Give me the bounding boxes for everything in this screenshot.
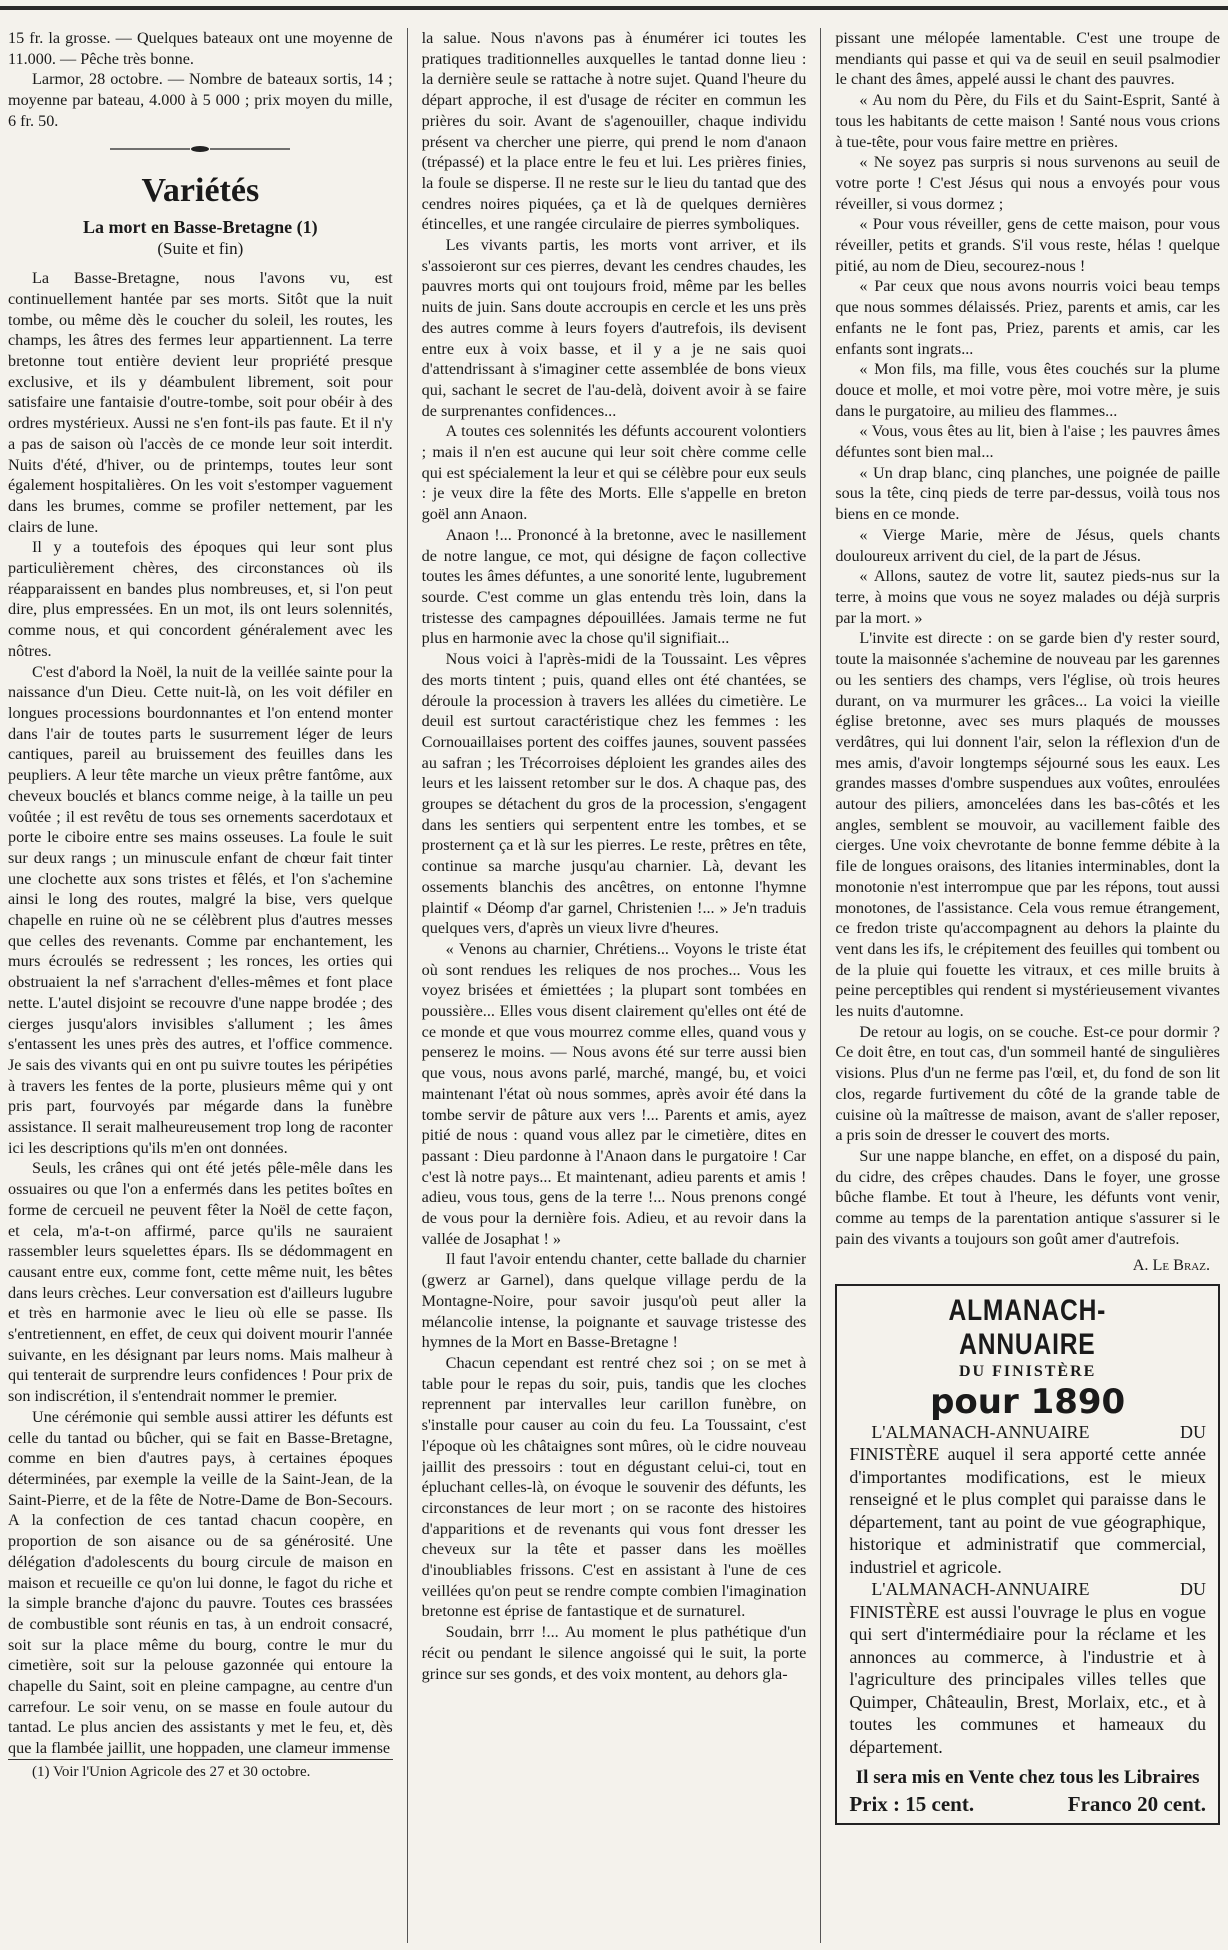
footnote: (1) Voir l'Union Agricole des 27 et 30 octobre. <box>8 1759 393 1783</box>
ad-paragraph: L'ALMANACH-ANNUAIRE DU FINISTÈRE auquel il sera apporté cette année d'importantes modifications, est le mieux renseigné et le plus complet qui paraisse dans le département, tant au point de vue géographique, historique et administratif que commercial, industriel et agricole. <box>849 1421 1206 1577</box>
newspaper-page <box>8 28 1220 1943</box>
column-divider <box>407 28 408 1943</box>
ad-title: ALMANACH-ANNUAIRE <box>948 1294 1107 1362</box>
article-subtitle: (Suite et fin) <box>157 239 244 259</box>
article-paragraph: « Vous, vous êtes au lit, bien à l'aise ; les pauvres âmes défuntes sont bien mal... <box>835 422 1220 462</box>
article-title: La mort en Basse-Bretagne (1) <box>83 217 318 238</box>
article-paragraph: Les vivants partis, les morts vont arriver, et ils s'assoieront sur ces pierres, devant les cendres chaudes, les pauvres morts qui ont toujours froid, même par les belles nuits de juin. Sans doute accroupis en cercle et les uns près des autres comme à leurs foyers d'autrefois, ils devisent entre eux à voix basse, et il y a je ne sais quoi d'attendrissant à s'imaginer cette assemblée de bons vieux qui, sachant le secret de l'au-delà, doivent avoir à se faire de surprenantes confidences... <box>421 236 807 420</box>
author-signature: A. Le Braz. <box>1132 1256 1210 1275</box>
article-paragraph: « Par ceux que nous avons nourris voici beau temps que nous sommes délaissés. Priez, parents et amis, car les enfants ne le font pas, Priez, parents et amis, car les enfants sont ingrats... <box>835 277 1220 358</box>
article-paragraph: Chacun cependant est rentré chez soi ; on se met à table pour le repas du soir, puis, tandis que les cloches reprennent par intervalles leur carillon funèbre, on s'installe pour causer au coin du feu. La Toussaint, c'est l'époque où les châtaignes sont mûres, où le cidre nouveau jaillit des pressoirs : tout en dégustant celui-ci, tout en épluchant celles-là, on évoque le souvenir des défunts, les circonstances de leur mort ; on se raconte des histoires d'apparitions et de revenants qui vous font dresser les cheveux sur la tête et passer dans les moëlles d'inoubliables frissons. C'est en assistant à l'une de ces veillées qu'on peut se rendre compte combien l'imagination bretonne est éprise de fantastique et de surnaturel. <box>421 1354 807 1621</box>
article-paragraph: Seuls, les crânes qui ont été jetés pêle-mêle dans les ossuaires ou que l'on a enfermés dans les petites boîtes en forme de cercueil ne peuvent fêter la Noël de cette façon, et cela, m'a-t-on affirmé, parce qu'ils ne sauraient rassembler leurs squelettes épars. Ils se dédommagent en causant entre eux, comme font, cette même nuit, les bêtes dans leurs crèches. Leur conversation est d'ailleurs lugubre et très en harmonie avec le lieu où elle se passe. Ils s'entretiennent, en effet, de ceux qui doivent mourir l'année suivante, en les désignant par leurs noms. Mais malheur à qui tenterait de surprendre leurs confidences ! Pour prix de son indiscrétion, il s'entendrait nommer le premier. <box>8 1159 393 1406</box>
article-paragraph: pissant une mélopée lamentable. C'est une troupe de mendiants qui passe et qui va de seuil en seuil psalmodier le chant des âmes, appelé aussi le chant des pauvres. <box>835 29 1220 89</box>
article-paragraph: Nous voici à l'après-midi de la Toussaint. Les vêpres des morts tintent ; puis, quand elles ont été chantées, se déroule la procession à travers les allées du cimetière. Le deuil est surtout caractéristique chez les femmes : les Cornouaillaises portent des coiffes jaunes, souvent passées au safran ; les Trécorroises déploient les grandes ailes des leurs et les laissent retomber sur le dos. A chaque pas, des groupes se détachent du gros de la procession, s'engagent dans les sentiers qui serpentent entre les tombes, et se prosternent ça et là sur les pierres. Le reste, prêtres en tête, continue sa marche jusqu'au charnier. Là, devant les ossements blanchis des ancêtres, on entonne l'hymne plaintif « Déomp d'ar garnel, Christenien !... » Je'n traduis quelques vers, d'après un vieux livre d'heures. <box>421 650 807 938</box>
article-paragraph: « Ne soyez pas surpris si nous survenons au seuil de votre porte ! C'est Jésus qui nous a envoyés pour vous réveiller, si vous dormez ; <box>835 153 1220 213</box>
top-rule <box>0 6 1228 10</box>
article-paragraph: « Mon fils, ma fille, vous êtes couchés sur la plume douce et molle, et moi votre père, moi votre mère, je suis dans le purgatoire, au milieu des flammes... <box>835 360 1220 420</box>
article-paragraph: « Allons, sautez de votre lit, sautez pieds-nus sur la terre, à moins que vous ne soyez malades ou déjà surpris par la mort. » <box>835 567 1220 627</box>
article-paragraph: « Pour vous réveiller, gens de cette maison, pour vous réveiller, petits et grands. S'il vous reste, hélas ! quelque pitié, au nom de Dieu, secourez-nous ! <box>835 215 1220 275</box>
fishing-report-2: Larmor, 28 octobre. — Nombre de bateaux sortis, 14 ; moyenne par bateau, 4.000 à 5 000 ; prix moyen du mille, 6 fr. 50. <box>8 70 393 130</box>
article-paragraph: « Vierge Marie, mère de Jésus, quels chants douloureux arrivent du ciel, de la part de Jésus. <box>835 525 1220 565</box>
column-divider <box>820 28 821 1943</box>
article-paragraph: A toutes ces solennités les défunts accourent volontiers ; mais il n'en est aucune qui leur soit chère comme celle qui est spécialement la leur et qui se célèbre pour eux seuls : je veux dire la fête des Morts. Elle s'appelle en breton goël ann Anaon. <box>421 422 807 524</box>
article-paragraph: Anaon !... Prononcé à la bretonne, avec le nasillement de notre langue, ce mot, qui désigne de façon collective toutes les âmes défuntes, a une sonorité lente, lugubrement sourde. C'est comme un glas entendu très loin, dans la tristesse des campagnes dépouillées. Jamais terme ne fut plus en harmonie avec la chose qu'il signifiait... <box>421 525 807 648</box>
almanach-advertisement <box>835 1284 1220 1825</box>
article-paragraph: La Basse-Bretagne, nous l'avons vu, est continuellement hantée par ses morts. Sitôt que la nuit tombe, ou même dès le coucher du soleil, les routes, les champs, les âtres des fermes leur appartiennent. La terre bretonne tout entière devient leur propriété presque exclusive, et ils y déambulent librement, soit pour satisfaire une fantaisie d'outre-tombe, soit pour obéir à des ordres mystérieux. Aussi ne s'en font-ils pas faute. Et il n'y a pas de saison où l'accès de ce monde leur soit interdit. Nuits d'été, d'hiver, ou de printemps, toutes leur sont également hospitalières. On les voit s'estomper vaguement dans les brumes, comme se profiler nettement, par les clairs de lune. <box>8 269 393 536</box>
ad-year-line: pour 1890 <box>930 1381 1126 1422</box>
section-title: Variétés <box>141 172 260 210</box>
article-paragraph: la salue. Nous n'avons pas à énumérer ici toutes les pratiques traditionnelles auxquelles le tantad donne lieu : la dernière seule se rattache à notre sujet. Quand l'heure du départ approche, il est d'usage de réciter en commun les prières du soir. Avant de s'agenouiller, chaque individu présent va chercher une pierre, qui prend le nom d'anaon (trépassé) et la place entre le feu et lui. Les prières finies, la foule se disperse. Il ne reste sur le lieu du tantad que des cendres noires piquées, ça et là de quelques dernières étincelles, et une rangée circulaire de pierres symboliques. <box>421 29 807 234</box>
article-paragraph: Il faut l'avoir entendu chanter, cette ballade du charnier (gwerz ar Garnel), dans quelque village perdu de la Montagne-Noire, pour savoir jusqu'où peut aller la mélancolie intense, la poignante et sauvage tristesse des hymnes de la Mort en Basse-Bretagne ! <box>421 1250 807 1352</box>
article-paragraph: De retour au logis, on se couche. Est-ce pour dormir ? Ce doit être, en tout cas, d'un sommeil hanté de singulières visions. Plus d'un ne ferme pas l'œil, et, du fond de son lit clos, regarde furtivement du côté de la grande table de cuisine où la maîtresse de maison, avant de s'aller reposer, a pris soin de dresser le couvert des morts. <box>835 1022 1220 1145</box>
ad-sale-line: Il sera mis en Vente chez tous les Libraires <box>855 1767 1200 1789</box>
article-paragraph: Soudain, brrr !... Au moment le plus pathétique d'un récit ou pendant le silence angoissé qui le suit, la porte grince sur ses gonds, et des voix montent, au dehors gla- <box>421 1623 807 1683</box>
article-paragraph: « Au nom du Père, du Fils et du Saint-Esprit, Santé à tous les habitants de cette maison ! Santé nous vous crions à tue-tête, pour vous faire mettre en prières. <box>835 91 1220 151</box>
column-1 <box>8 28 393 1943</box>
article-paragraph: Une cérémonie qui semble aussi attirer les défunts est celle du tantad ou bûcher, qui se fait en Basse-Bretagne, comme en bien d'autres pays, à certaines époques déterminées, par exemple la veille de la Saint-Jean, de la Saint-Pierre, et de la fête de Notre-Dame de Bon-Secours. A la confection de ces tantad chacun coopère, en proportion de son aisance ou de sa générosité. Une délégation d'adolescents du bourg circule de maison en maison et recueille ce qu'on lui donne, le fagot du riche et la simple branche d'ajonc du pauvre. Toutes ces brassées de combustible sont réunis en tas, à un endroit consacré, soit sur la place même du bourg, contre le mur du cimetière, soit sur la pelouse gazonnée qui entoure la chapelle du Saint, soit en pleine campagne, au centre d'un carrefour. Le soir venu, on se masse en foule autour du tantad. Le plus ancien des assistants y met le feu, et, dès que la flambée jaillit, une hoppaden, une clameur immense <box>8 1407 393 1758</box>
article-paragraph: L'invite est directe : on se garde bien d'y rester sourd, toute la maisonnée s'achemine de nouveau par les garennes ou les sentiers des champs, vers l'église, où trois heures durant, on va murmurer les grâces... La voici la vieille église bretonne, avec ses murs plaqués de mousses verdâtres, qui lui donnent l'air, selon la réflexion d'un de mes amis, d'avoir longtemps séjourné sous les eaux. Les grandes masses d'ombre suspendues aux voûtes, enroulées autour des piliers, amoncelées dans les bas-côtés et les angles, semblent se mouvoir, au vacillement faible des cierges. Une voix chevrotante de bonne femme débite à la file de longues oraisons, des litanies interminables, dont la monotonie n'est interrompue que par les répons, tout aussi monotones, de l'assistance. Cela vous remue étrangement, ce fredon triste qu'accompagnent au dehors la plainte du vent dans les ifs, le crépitement des feuilles qui tombent ou de la pluie qui fouette les vitraux, et ces mille bruits à peine perceptibles qui rendent si mystérieusement vivantes les nuits d'automne. <box>835 629 1220 1021</box>
article-paragraph: Sur une nappe blanche, en effet, on a disposé du pain, du cidre, des crêpes chaudes. Dans le foyer, une grosse bûche flambe. Et tout à l'heure, les défunts vont venir, comme au temps de la parentation antique s'assurer si le pain des vivants a toujours son goût amer d'autrefois. <box>835 1146 1220 1248</box>
ad-price: Prix : 15 cent. <box>849 1792 975 1817</box>
ad-franco-price: Franco 20 cent. <box>1067 1792 1206 1817</box>
article-paragraph: « Venons au charnier, Chrétiens... Voyons le triste état où sont rendues les reliques de nos proches... Vous les voyez brisées et émiettées ; la plupart sont tombées en poussière... Elles vous disent clairement qu'elles ont été de ce monde et que vous mourrez comme elles, quand vous y penserez le moins. — Nous avons été sur terre aussi bien que vous, nous avons parlé, marché, mangé, bu, et voici maintenant l'état où nous sommes, après avoir été dans la tombe servir de pâture aux vers !... Parents et amis, ayez pitié de nous : quand vous allez par le cimetière, dites en passant : Dieu pardonne à l'Anaon dans le purgatoire ! Car c'est là notre pays... Et maintenant, adieu parents et amis ! adieu, vous tous, gens de la terre !... Nous prenons congé de vous pour la dernière fois. Adieu, et au revoir dans la vallée de Josaphat ! » <box>421 939 807 1248</box>
article-paragraph: « Un drap blanc, cinq planches, une poignée de paille sous la tête, cinq pieds de terre par-dessus, voilà tous nos biens en ce monde. <box>835 463 1220 524</box>
ad-subtitle: DU FINISTÈRE <box>958 1363 1097 1381</box>
separator-ornament <box>8 138 393 159</box>
ad-price-row <box>849 1794 1206 1815</box>
ad-paragraph: L'ALMANACH-ANNUAIRE DU FINISTÈRE est aussi l'ouvrage le plus en vogue qui sert d'intermédiaire pour la réclame et les annonces au commerce, à l'industrie et à l'agriculture des principales villes telles que Quimper, Châteaulin, Brest, Morlaix, etc., et à toutes les communes et hameaux du département. <box>849 1579 1206 1757</box>
article-paragraph: Il y a toutefois des époques qui leur sont plus particulièrement chères, des circonstances où ils réapparaissent en bandes plus nombreuses, et, si l'on peut dire, plus empressées. En un mot, ils ont leurs solennités, comme nous, et qui concordent généralement avec les nôtres. <box>8 538 393 660</box>
article-paragraph: C'est d'abord la Noël, la nuit de la veillée sainte pour la naissance d'un Dieu. Cette nuit-là, on les voit défiler en longues processions bourdonnantes et l'on entend monter dans l'air de toutes parts le susurrement léger de leurs cantiques, pareil au bruissement des feuilles dans les peupliers. A leur tête marche un vieux prêtre fantôme, aux cheveux bouclés et blancs comme neige, à la taille un peu voûtée ; il est revêtu de tous ses ornements sacerdotaux et porte le ciboire entre ses mains osseuses. La foule le suit sur deux rangs ; un minuscule enfant de chœur fait tinter une clochette aux sons tristes et fêlés, et l'on s'achemine ainsi le long des routes, malgré la bise, vers quelque chapelle en ruine où ne se célèbrent plus d'autres messes que celles des revenants. Comme par enchantement, les murs écroulés se redressent ; les ronces, les orties qui obstruaient la nef s'arrachent d'elles-mêmes et font place nette. L'autel disjoint se recouvre d'une nappe brodée ; des cierges jusqu'alors invisibles s'allument ; les âmes s'entassent les unes près des autres, et l'office commence. Je sais des vivants qui en ont pu suivre toutes les péripéties à travers les fentes de la porte, plusieurs même qui y ont pris part, fourvoyés par mégarde dans la funèbre assistance. Il serait malheureusement trop long de raconter ici les descriptions qu'ils m'en ont données. <box>8 662 393 1157</box>
fishing-report-1: 15 fr. la grosse. — Quelques bateaux ont une moyenne de 11.000. — Pêche très bonne. <box>8 29 393 68</box>
column-3 <box>835 28 1220 1943</box>
column-2 <box>422 28 807 1943</box>
